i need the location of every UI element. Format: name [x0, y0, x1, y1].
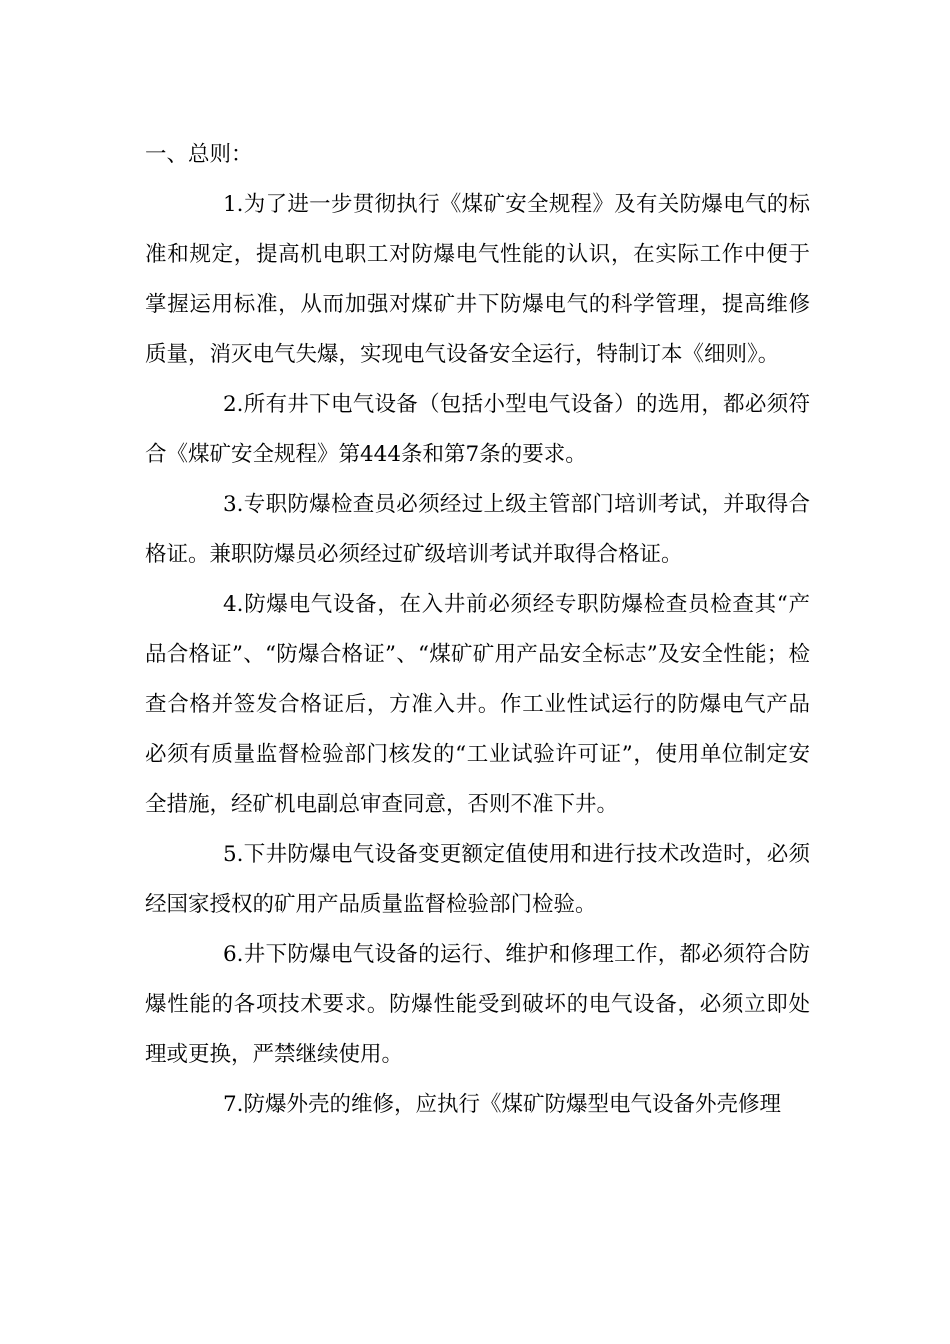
- paragraph-5: 5.下井防爆电气设备变更额定值使用和进行技术改造时，必须经国家授权的矿用产品质量监督检验部门检验。: [145, 842, 810, 917]
- paragraph-6: 6.井下防爆电气设备的运行、维护和修理工作，都必须符合防爆性能的各项技术要求。防爆性能受到破坏的电气设备，必须立即处理或更换，严禁继续使用。: [145, 942, 810, 1067]
- section-heading: 一、总则：: [145, 142, 253, 167]
- paragraph-1: 1.为了进一步贯彻执行《煤矿安全规程》及有关防爆电气的标准和规定，提高机电职工对防爆电气性能的认识，在实际工作中便于掌握运用标准，从而加强对煤矿井下防爆电气的科学管理，提高维修质量，消灭电气失爆，实现电气设备安全运行，特制订本《细则》。: [145, 192, 810, 367]
- paragraph-3: 3.专职防爆检查员必须经过上级主管部门培训考试，并取得合格证。兼职防爆员必须经过矿级培训考试并取得合格证。: [145, 492, 810, 567]
- document-body: [145, 130, 810, 1130]
- paragraph-4: 4.防爆电气设备，在入井前必须经专职防爆检查员检查其“产品合格证”、“防爆合格证”、“煤矿矿用产品安全标志”及安全性能；检查合格并签发合格证后，方准入井。作工业性试运行的防爆电气产品必须有质量监督检验部门核发的“工业试验许可证”，使用单位制定安全措施，经矿机电副总审查同意，否则不准下井。: [145, 592, 810, 817]
- paragraph-7: 7.防爆外壳的维修，应执行《煤矿防爆型电气设备外壳修理: [223, 1092, 782, 1117]
- paragraph-2: 2.所有井下电气设备（包括小型电气设备）的选用，都必须符合《煤矿安全规程》第444条和第7条的要求。: [145, 392, 810, 467]
